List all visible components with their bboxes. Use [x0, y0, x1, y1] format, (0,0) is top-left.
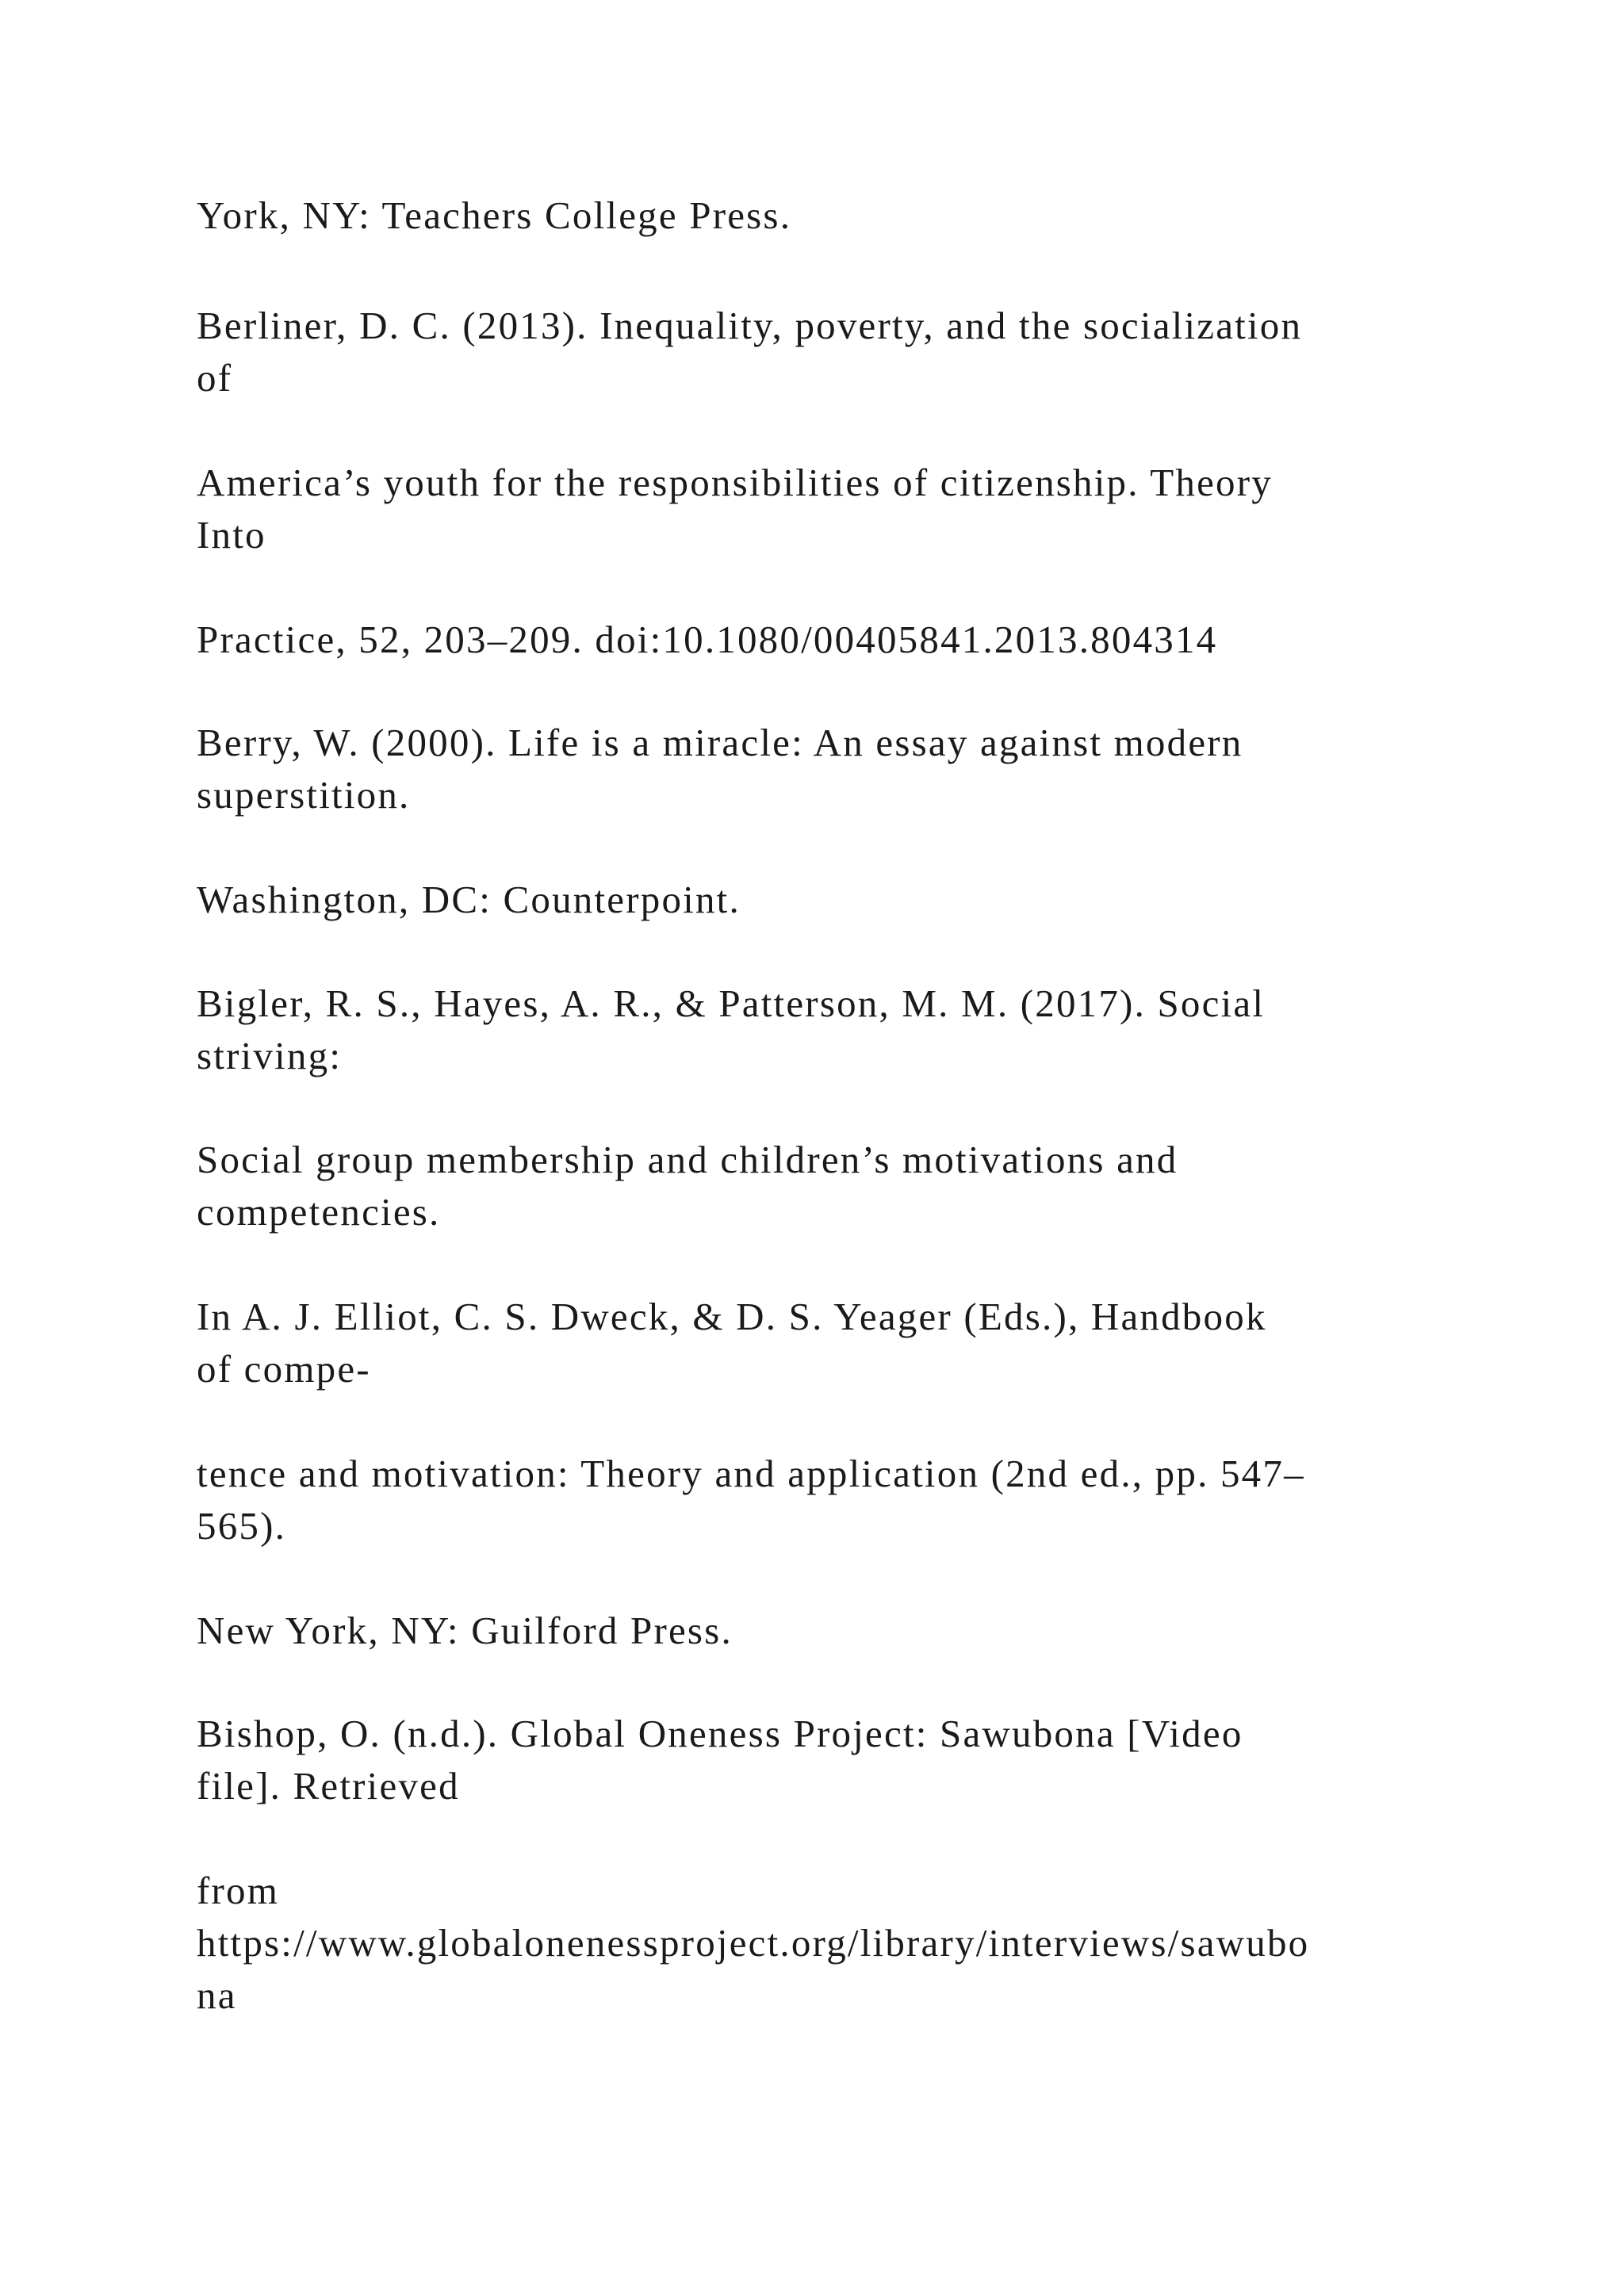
reference-line: Social group membership and children’s motivations and competencies.: [197, 1138, 1178, 1234]
reference-line: In A. J. Elliot, C. S. Dweck, & D. S. Yeager (Eds.), Handbook of compe-: [197, 1295, 1267, 1391]
reference-line: York, NY: Teachers College Press.: [197, 193, 792, 237]
reference-line: Berliner, D. C. (2013). Inequality, poverty, and the socialization of: [197, 304, 1303, 400]
reference-line: Bigler, R. S., Hayes, A. R., & Patterson, M. M. (2017). Social striving:: [197, 982, 1266, 1077]
reference-line: tence and motivation: Theory and application (2nd ed., pp. 547– 565).: [197, 1452, 1305, 1548]
reference-line: from https://www.globalonenessproject.org/library/interviews/sawubo na: [197, 1869, 1310, 2017]
reference-line: Berry, W. (2000). Life is a miracle: An essay against modern superstition.: [197, 721, 1243, 817]
reference-line: America’s youth for the responsibilities of citizenship. Theory Into: [197, 461, 1273, 557]
reference-line: New York, NY: Guilford Press.: [197, 1609, 733, 1652]
reference-line: Practice, 52, 203–209. doi:10.1080/00405841.2013.804314: [197, 618, 1218, 661]
reference-line: Washington, DC: Counterpoint.: [197, 878, 741, 921]
reference-line: Bishop, O. (n.d.). Global Oneness Project: Sawubona [Video file]. Retrieved: [197, 1712, 1243, 1808]
